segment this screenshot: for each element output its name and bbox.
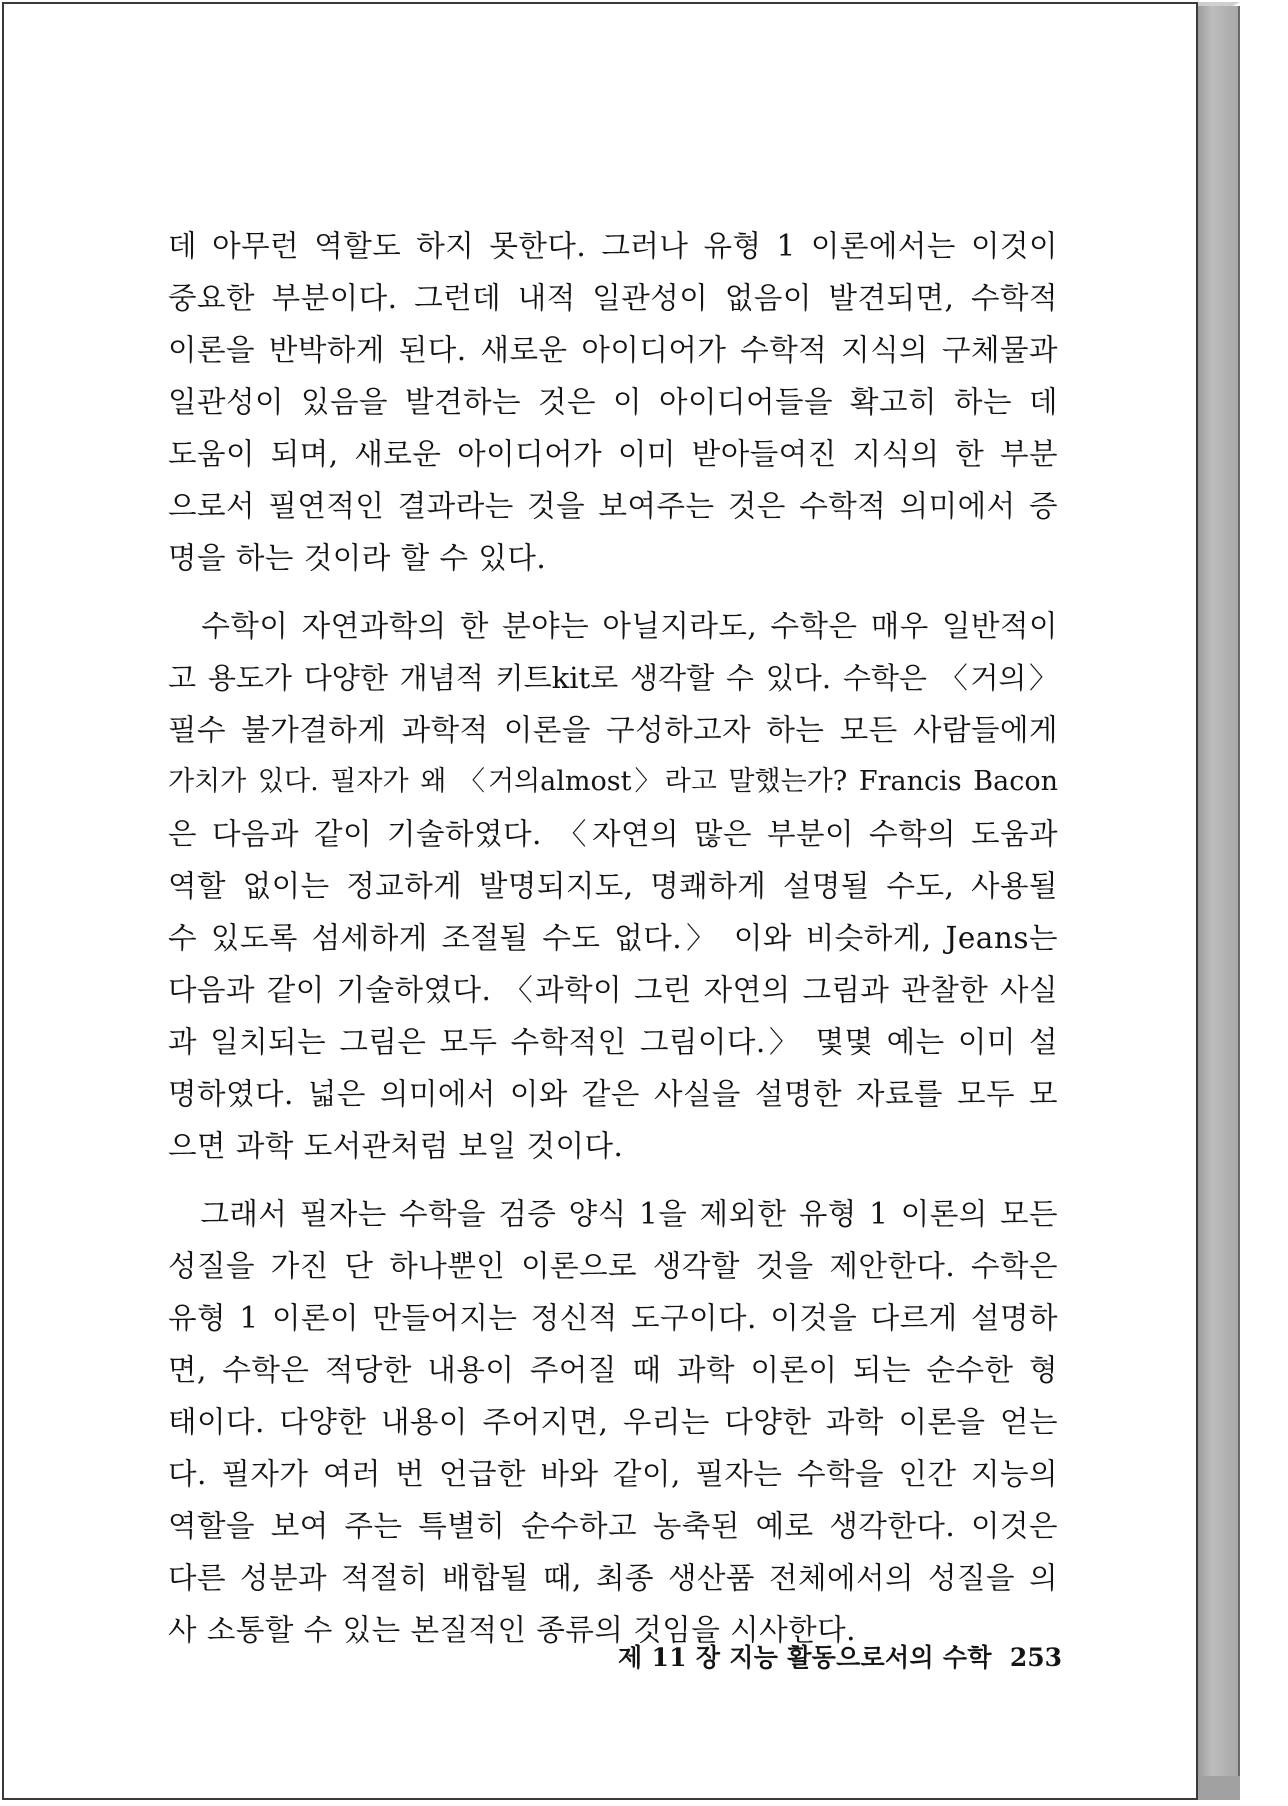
page-stack-bottom-edge (1198, 1776, 1240, 1800)
text-line: 면, 수학은 적당한 내용이 주어질 때 과학 이론이 되는 순수한 형 (168, 1353, 1058, 1387)
text-line: 필수 불가결하게 과학적 이론을 구성하고자 하는 모든 사람들에게 (168, 713, 1058, 747)
text-line: 일관성이 있음을 발견하는 것은 이 아이디어들을 확고히 하는 데 (168, 385, 1058, 419)
text-line: 수학이 자연과학의 한 분야는 아닐지라도, 수학은 매우 일반적이 (168, 609, 1058, 643)
text-line: 이론을 반박하게 된다. 새로운 아이디어가 수학적 지식의 구체물과 (168, 333, 1058, 367)
text-line: 사 소통할 수 있는 본질적인 종류의 것임을 시사한다. (168, 1613, 856, 1647)
paragraph-2 (168, 600, 1058, 1172)
text-line: 고 용도가 다양한 개념적 키트kit로 생각할 수 있다. 수학은 〈거의〉 (168, 661, 1058, 695)
text-line: 데 아무런 역할도 하지 못한다. 그러나 유형 1 이론에서는 이것이 (168, 229, 1058, 263)
running-footer (618, 1638, 1062, 1678)
text-line: 도움이 되며, 새로운 아이디어가 이미 받아들여진 지식의 한 부분 (168, 437, 1058, 471)
paragraph-1 (168, 220, 1058, 584)
text-line: 유형 1 이론이 만들어지는 정신적 도구이다. 이것을 다르게 설명하 (168, 1301, 1058, 1335)
text-line: 그래서 필자는 수학을 검증 양식 1을 제외한 유형 1 이론의 모든 (168, 1197, 1058, 1231)
text-line: 으로서 필연적인 결과라는 것을 보여주는 것은 수학적 의미에서 증 (168, 489, 1058, 523)
text-line: 과 일치되는 그림은 모두 수학적인 그림이다.〉 몇몇 예는 이미 설 (168, 1025, 1058, 1059)
text-line: 명을 하는 것이라 할 수 있다. (168, 541, 547, 575)
paragraph-3 (168, 1188, 1058, 1656)
text-line: 다른 성분과 적절히 배합될 때, 최종 생산품 전체에서의 성질을 의 (168, 1561, 1058, 1595)
body-text (168, 220, 1058, 1656)
text-line: 역할 없이는 정교하게 발명되지도, 명쾌하게 설명될 수도, 사용될 (168, 869, 1058, 903)
chapter-title: 제 11 장 지능 활동으로서의 수학 (618, 1643, 992, 1672)
text-line: 은 다음과 같이 기술하였다. 〈자연의 많은 부분이 수학의 도움과 (168, 817, 1058, 851)
text-line: 가치가 있다. 필자가 왜 〈거의almost〉라고 말했는가? Francis Bacon (168, 766, 1058, 797)
page-stack-edge (1198, 6, 1240, 1800)
text-line: 다음과 같이 기술하였다. 〈과학이 그린 자연의 그림과 관찰한 사실 (168, 973, 1058, 1007)
text-line: 명하였다. 넓은 의미에서 이와 같은 사실을 설명한 자료를 모두 모 (168, 1077, 1058, 1111)
text-line: 으면 과학 도서관처럼 보일 것이다. (168, 1129, 624, 1163)
text-line: 태이다. 다양한 내용이 주어지면, 우리는 다양한 과학 이론을 얻는 (168, 1405, 1058, 1439)
text-line: 역할을 보여 주는 특별히 순수하고 농축된 예로 생각한다. 이것은 (168, 1509, 1058, 1543)
text-line: 성질을 가진 단 하나뿐인 이론으로 생각할 것을 제안한다. 수학은 (168, 1249, 1058, 1283)
text-line: 중요한 부분이다. 그런데 내적 일관성이 없음이 발견되면, 수학적 (168, 281, 1058, 315)
text-line: 다. 필자가 여러 번 언급한 바와 같이, 필자는 수학을 인간 지능의 (168, 1457, 1058, 1491)
page-number: 253 (1009, 1643, 1062, 1672)
text-line: 수 있도록 섬세하게 조절될 수도 없다.〉 이와 비슷하게, Jeans는 (168, 921, 1058, 955)
